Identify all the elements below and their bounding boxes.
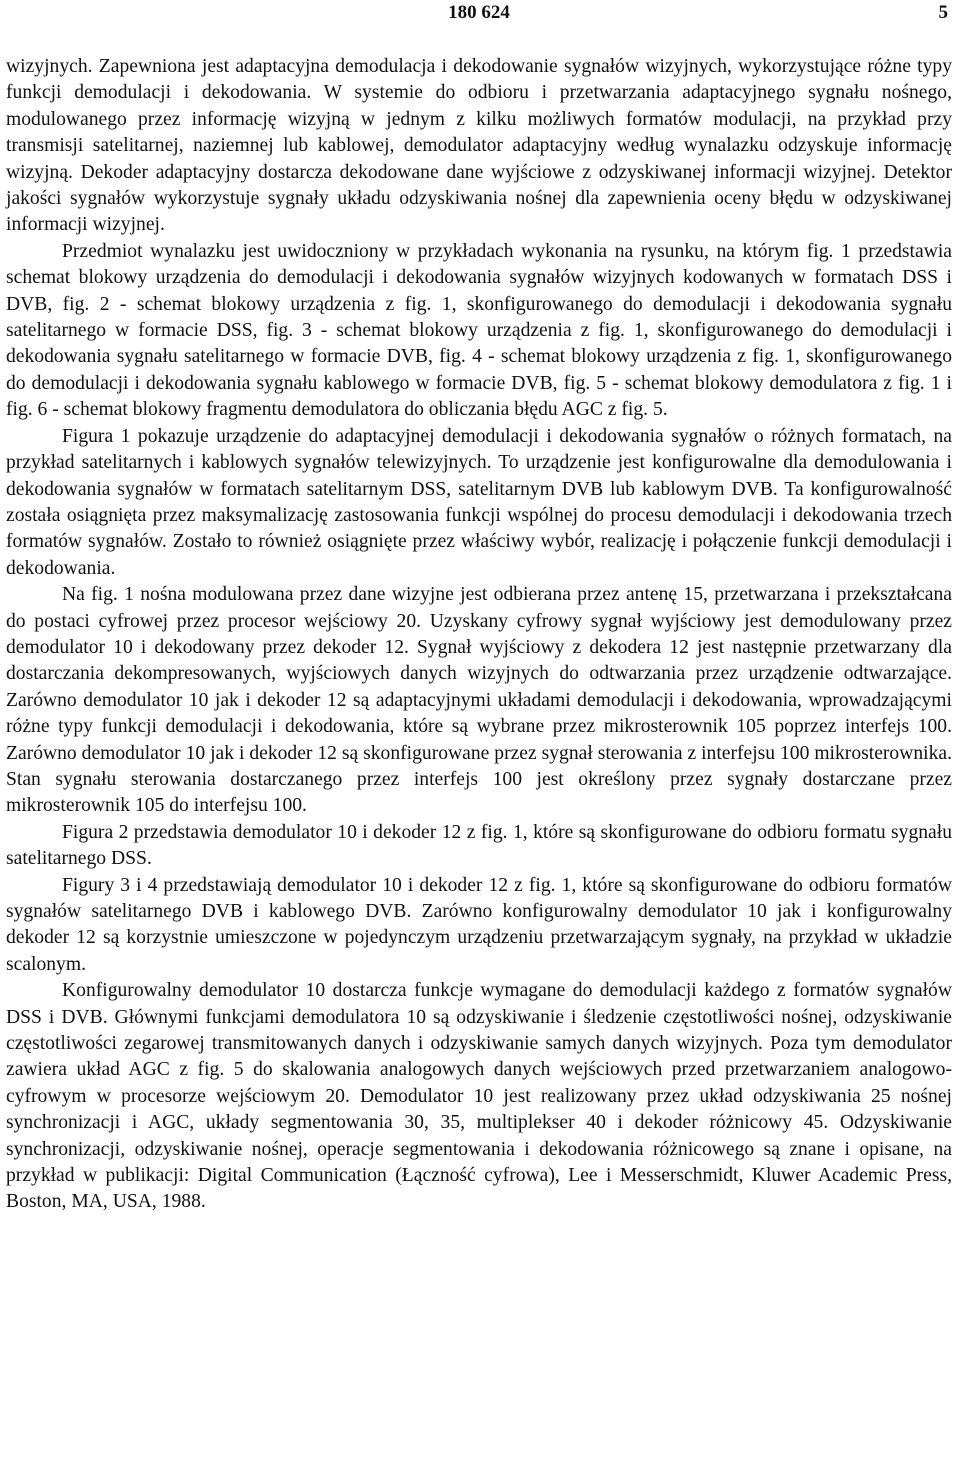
paragraph-6: Figury 3 i 4 przedstawiają demodulator 10 i dekoder 12 z fig. 1, które są skonfigurowane do odbioru formatów sygnałów satelitarnego DVB i kablowego DVB. Zarówno konfigurowalny demodulator 10 jak i konfigurowalny dekoder 12 są korzystnie umieszczone w pojedynczym urządzeniu przetwarzającym sygnały, na przykład w układzie scalonym. xyxy=(6,874,952,975)
document-number: 180 624 xyxy=(448,2,510,23)
page-header xyxy=(6,0,952,40)
page-number: 5 xyxy=(938,2,948,23)
body-text xyxy=(6,54,952,1216)
paragraph-2: Przedmiot wynalazku jest uwidoczniony w przykładach wykonania na rysunku, na którym fig. 1 przedstawia schemat blokowy urządzenia do demodulacji i dekodowania sygnałów wizyjnych kodowanych w formatach DSS i DVB, fig. 2 - schemat blokowy urządzenia z fig. 1, skonfigurowanego do demodulacji i dekodowania sygnału satelitarnego w formacie DSS, fig. 3 - schemat blokowy urządzenia z fig. 1, skonfigurowanego do demodulacji i dekodowania sygnału satelitarnego w formacie DVB, fig. 4 - schemat blokowy urządzenia z fig. 1, skonfigurowanego do demodulacji i dekodowania sygnału kablowego w formacie DVB, fig. 5 - schemat blokowy demodulatora z fig. 1 i fig. 6 - schemat blokowy fragmentu demodulatora do obliczania błędu AGC z fig. 5. xyxy=(6,240,952,421)
paragraph-5: Figura 2 przedstawia demodulator 10 i dekoder 12 z fig. 1, które są skonfigurowane do odbioru formatu sygnału satelitarnego DSS. xyxy=(6,821,952,870)
paragraph-3: Figura 1 pokazuje urządzenie do adaptacyjnej demodulacji i dekodowania sygnałów o różnych formatach, na przykład satelitarnych i kablowych sygnałów telewizyjnych. To urządzenie jest konfigurowalne dla demodulowania i dekodowania sygnałów w formatach satelitarnym DSS, satelitarnym DVB lub kablowym DVB. Ta konfigurowalność została osiągnięta przez maksymalizację zastosowania funkcji wspólnej do procesu demodulacji i dekodowania trzech formatów sygnałów. Zostało to również osiągnięte przez właściwy wybór, realizację i połączenie funkcji demodulacji i dekodowania. xyxy=(6,425,952,579)
paragraph-4: Na fig. 1 nośna modulowana przez dane wizyjne jest odbierana przez antenę 15, przetwarzana i przekształcana do postaci cyfrowej przez procesor wejściowy 20. Uzyskany cyfrowy sygnał wyjściowy jest demodulowany przez demodulator 10 i dekodowany przez dekoder 12. Sygnał wyjściowy z dekodera 12 jest następnie przetwarzany dla dostarczania dekompresowanych, wyjściowych danych wizyjnych do odtwarzania przez urządzenie odtwarzające. Zarówno demodulator 10 jak i dekoder 12 są adaptacyjnymi układami demodulacji i dekodowania, wprowadzającymi różne typy funkcji demodulacji i dekodowania, które są wybrane przez mikrosterownik 105 poprzez interfejs 100. Zarówno demodulator 10 jak i dekoder 12 są skonfigurowane przez sygnał sterowania z interfejsu 100 mikrosterownika. Stan sygnału sterowania dostarczanego przez interfejs 100 jest określony przez sygnały dostarczane przez mikrosterownik 105 do interfejsu 100. xyxy=(6,584,952,817)
paragraph-1: wizyjnych. Zapewniona jest adaptacyjna demodulacja i dekodowanie sygnałów wizyjnych, wykorzystujące różne typy funkcji demodulacji i dekodowania. W systemie do odbioru i przetwarzania adaptacyjnego sygnału nośnego, modulowanego przez informację wizyjną w jednym z kilku możliwych formatów modulacji, na przykład przy transmisji satelitarnej, naziemnej lub kablowej, demodulator adaptacyjny według wynalazku odzyskuje informację wizyjną. Dekoder adaptacyjny dostarcza dekodowane dane wyjściowe z odzyskiwanej informacji wizyjnej. Detektor jakości sygnałów wykorzystuje sygnały układu odzyskiwania nośnej dla zapewnienia oceny błędu w odzyskiwanej informacji wizyjnej. xyxy=(6,56,952,236)
paragraph-7: Konfigurowalny demodulator 10 dostarcza funkcje wymagane do demodulacji każdego z formatów sygnałów DSS i DVB. Głównymi funkcjami demodulatora 10 są odzyskiwanie i śledzenie częstotliwości nośnej, odzyskiwanie częstotliwości zegarowej transmitowanych danych i odzyskiwanie samych danych wizyjnych. Poza tym demodulator zawiera układ AGC z fig. 5 do skalowania analogowych danych wejściowych przed przetwarzaniem analogowo-cyfrowym w procesorze wejściowym 20. Demodulator 10 jest realizowany przez układ odzyskiwania 25 nośnej synchronizacji i AGC, układy segmentowania 30, 35, multiplekser 40 i dekoder różnicowy 45. Odzyskiwanie synchronizacji, odzyskiwanie nośnej, operacje segmentowania i dekodowania różnicowego są znane i opisane, na przykład w publikacji: Digital Communication (Łączność cyfrowa), Lee i Messerschmidt, Kluwer Academic Press, Boston, MA, USA, 1988. xyxy=(6,980,952,1213)
